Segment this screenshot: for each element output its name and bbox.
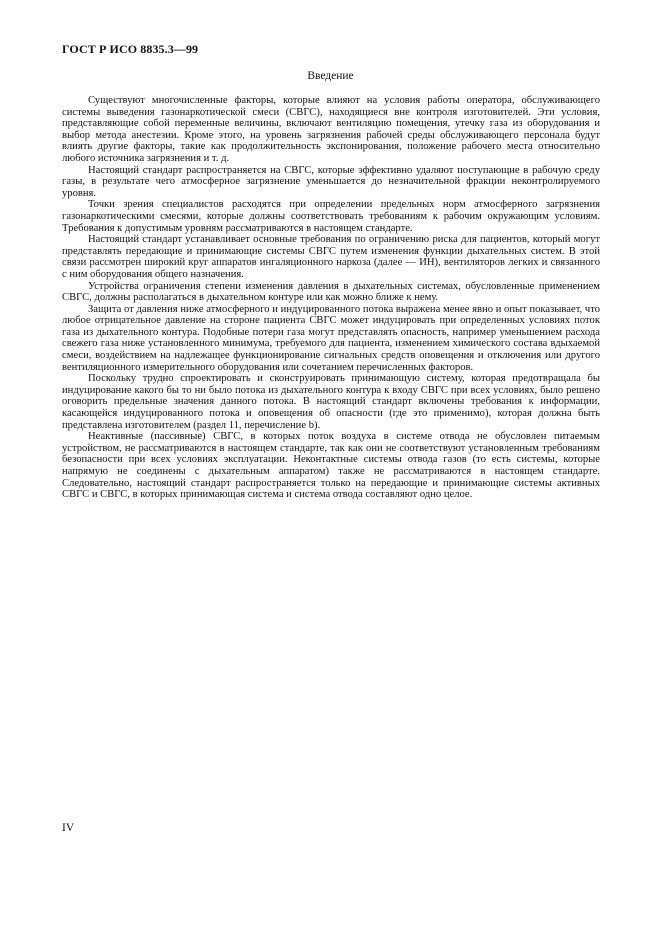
paragraph-8: Неактивные (пассивные) СВГС, в которых поток воздуха в системе отвода не обусловлен питаемым устройством, не рассматриваются в настоящем стандарте, так как они не соответствуют установленным требованиям безопасности при всех условиях эксплуатации. Неконтактные системы отвода газов (то есть системы, которые напрямую не соединены с дыхательным аппаратом) также не рассматриваются в настоящем стандарте. Следовательно, настоящий стандарт распространяется только на передающие и принимающие системы активных СВГС и СВГС, в которых принимающая система и система отвода составляют одно целое. — [62, 431, 600, 501]
paragraph-3: Точки зрения специалистов расходятся при определении предельных норм атмосферного загрязнения газонаркотическими смесями, которые должны соответствовать требованиям к рабочим окружающим условиям. Требования к допустимым уровням рассматриваются в настоящем стандарте. — [62, 199, 600, 234]
page-number: IV — [62, 822, 75, 834]
paragraph-2: Настоящий стандарт распространяется на СВГС, которые эффективно удаляют поступающие в рабочую среду газы, в результате чего атмосферное загрязнение уменьшается до незначительной фракции неконтролируемого уровня. — [62, 164, 600, 199]
document-header: ГОСТ Р ИСО 8835.3—99 — [62, 42, 199, 56]
paragraph-6: Защита от давления ниже атмосферного и индуцированного потока выражена менее явно и опыт показывает, что любое отрицательное давление на стороне пациента СВГС может индуцировать при определенных условиях поток газа из дыхательного контура. Подобные потери газа могут представлять опасность, например уменьшением расхода свежего газа ниже установленного минимума, требуемого для пациента, изменением химического состава вдыхаемой смеси, воздействием на надлежащее функционирование сигнальных средств оповещения и отключения или другого вентиляционного измерительного оборудования или сочетанием перечисленных факторов. — [62, 303, 600, 373]
paragraph-5: Устройства ограничения степени изменения давления в дыхательных системах, обусловленные применением СВГС, должны располагаться в дыхательном контуре или как можно ближе к нему. — [62, 280, 600, 304]
paragraph-4: Настоящий стандарт устанавливает основные требования по ограничению риска для пациентов, который могут представлять передающие и принимающие системы СВГС путем изменения функции дыхательных систем. В этой связи рассмотрен широкий круг аппаратов ингаляционного наркоза (далее — ИН), вентиляторов легких и связанного с ним оборудования общего назначения. — [62, 234, 600, 280]
section-title: Введение — [307, 70, 354, 82]
introduction-body — [62, 95, 600, 501]
paragraph-7: Поскольку трудно спроектировать и сконструировать принимающую систему, которая предотвращала бы индуцирование какого бы то ни было потока из дыхательного контура к входу СВГС при всех условиях, было решено оговорить предельные значения данного потока. В настоящий стандарт включены требования к информации, касающейся индуцированного потока и оповещения об опасности (где это применимо), которая должна быть представлена изготовителем (раздел 11, перечисление b). — [62, 373, 600, 431]
paragraph-1: Существуют многочисленные факторы, которые влияют на условия работы оператора, обслуживающего системы выведения газонаркотической смеси (СВГС), находящиеся вне контроля изготовителей. Эти условия, представляющие собой переменные величины, включают вентиляцию помещения, утечку газа из оборудования и выбор метода анестезии. Кроме этого, на уровень загрязнения рабочей среды обслуживающего персонала будут влиять другие факторы, такие как продолжительность экспонирования, положение рабочего места относительно любого источника загрязнения и т. д. — [62, 95, 600, 164]
